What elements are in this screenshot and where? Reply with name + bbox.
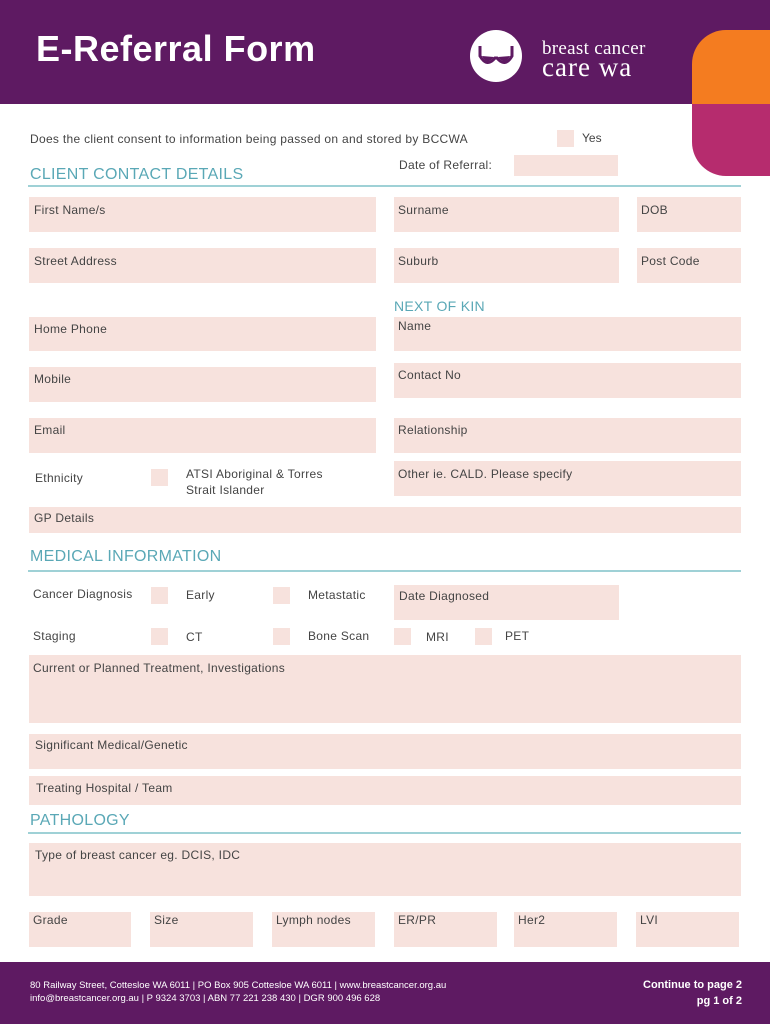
- logo-text-top: breast cancer: [542, 38, 646, 59]
- mobile-label: Mobile: [34, 372, 72, 386]
- mobile-field[interactable]: [29, 367, 376, 402]
- gp-details-label: GP Details: [34, 511, 95, 525]
- form-title: E-Referral Form: [36, 28, 316, 69]
- cancer-diagnosis-label: Cancer Diagnosis: [33, 587, 133, 601]
- er-pr-label: ER/PR: [398, 913, 437, 927]
- post-code-label: Post Code: [641, 254, 700, 268]
- dob-label: DOB: [641, 203, 668, 217]
- bone-scan-label: Bone Scan: [308, 629, 370, 643]
- date-of-referral-label: Date of Referral:: [399, 158, 493, 172]
- mri-checkbox[interactable]: [394, 628, 411, 645]
- decorative-magenta-shape: [692, 104, 770, 176]
- footer-contact: info@breastcancer.org.au | P 9324 3703 | ABN 77 221 238 430 | DGR 900 496 628: [30, 993, 381, 1004]
- nok-name-field[interactable]: [394, 317, 741, 351]
- footer-address: 80 Railway Street, Cottesloe WA 6011 | PO Box 905 Cottesloe WA 6011 | www.breastcancer.org.au: [30, 980, 447, 991]
- ct-label: CT: [186, 630, 203, 644]
- early-checkbox[interactable]: [151, 587, 168, 604]
- lvi-label: LVI: [640, 913, 659, 927]
- size-label: Size: [154, 913, 179, 927]
- section-divider: [28, 185, 741, 187]
- pet-label: PET: [505, 629, 530, 643]
- atsi-checkbox[interactable]: [151, 469, 168, 486]
- continue-text: Continue to page 2: [643, 979, 742, 991]
- section-divider: [28, 570, 741, 572]
- medical-info-heading: MEDICAL INFORMATION: [30, 548, 222, 565]
- gp-details-field[interactable]: [29, 507, 741, 533]
- consent-yes-label: Yes: [582, 131, 602, 145]
- nok-contact-label: Contact No: [398, 368, 462, 382]
- date-of-referral-input[interactable]: [514, 155, 618, 176]
- next-of-kin-heading: NEXT OF KIN: [394, 298, 485, 314]
- lymph-nodes-label: Lymph nodes: [276, 913, 351, 927]
- her2-label: Her2: [518, 913, 546, 927]
- treating-hospital-label: Treating Hospital / Team: [36, 781, 173, 795]
- ethnicity-label: Ethnicity: [35, 471, 84, 485]
- significant-medical-label: Significant Medical/Genetic: [35, 738, 188, 752]
- email-field[interactable]: [29, 418, 376, 453]
- early-label: Early: [186, 588, 215, 602]
- staging-label: Staging: [33, 629, 76, 643]
- consent-question: Does the client consent to information being passed on and stored by BCCWA: [30, 132, 468, 146]
- logo-icon: [470, 30, 522, 82]
- page-number: pg 1 of 2: [696, 995, 742, 1007]
- consent-yes-checkbox[interactable]: [557, 130, 574, 147]
- pathology-heading: PATHOLOGY: [30, 812, 130, 829]
- decorative-orange-shape: [692, 30, 770, 104]
- email-label: Email: [34, 423, 66, 437]
- section-divider: [28, 832, 741, 834]
- cancer-type-label: Type of breast cancer eg. DCIS, IDC: [35, 848, 241, 862]
- client-contact-heading: CLIENT CONTACT DETAILS: [30, 166, 244, 183]
- ct-checkbox[interactable]: [151, 628, 168, 645]
- street-address-label: Street Address: [34, 254, 117, 268]
- metastatic-checkbox[interactable]: [273, 587, 290, 604]
- atsi-label-line2: Strait Islander: [186, 483, 265, 497]
- pet-checkbox[interactable]: [475, 628, 492, 645]
- logo-text-bottom: care wa: [542, 52, 633, 82]
- first-name-label: First Name/s: [34, 203, 106, 217]
- treatment-label: Current or Planned Treatment, Investigations: [33, 661, 285, 675]
- suburb-label: Suburb: [398, 254, 439, 268]
- surname-label: Surname: [398, 203, 449, 217]
- atsi-label-line1: ATSI Aboriginal & Torres: [186, 467, 323, 481]
- nok-relationship-label: Relationship: [398, 423, 468, 437]
- mri-label: MRI: [426, 630, 449, 644]
- metastatic-label: Metastatic: [308, 588, 366, 602]
- header-banner: [0, 0, 770, 104]
- other-cald-label: Other ie. CALD. Please specify: [398, 467, 573, 481]
- footer-banner: [0, 962, 770, 1024]
- home-phone-label: Home Phone: [34, 322, 108, 336]
- grade-label: Grade: [33, 913, 68, 927]
- bone-scan-checkbox[interactable]: [273, 628, 290, 645]
- nok-name-label: Name: [398, 319, 432, 333]
- date-diagnosed-label: Date Diagnosed: [399, 589, 490, 603]
